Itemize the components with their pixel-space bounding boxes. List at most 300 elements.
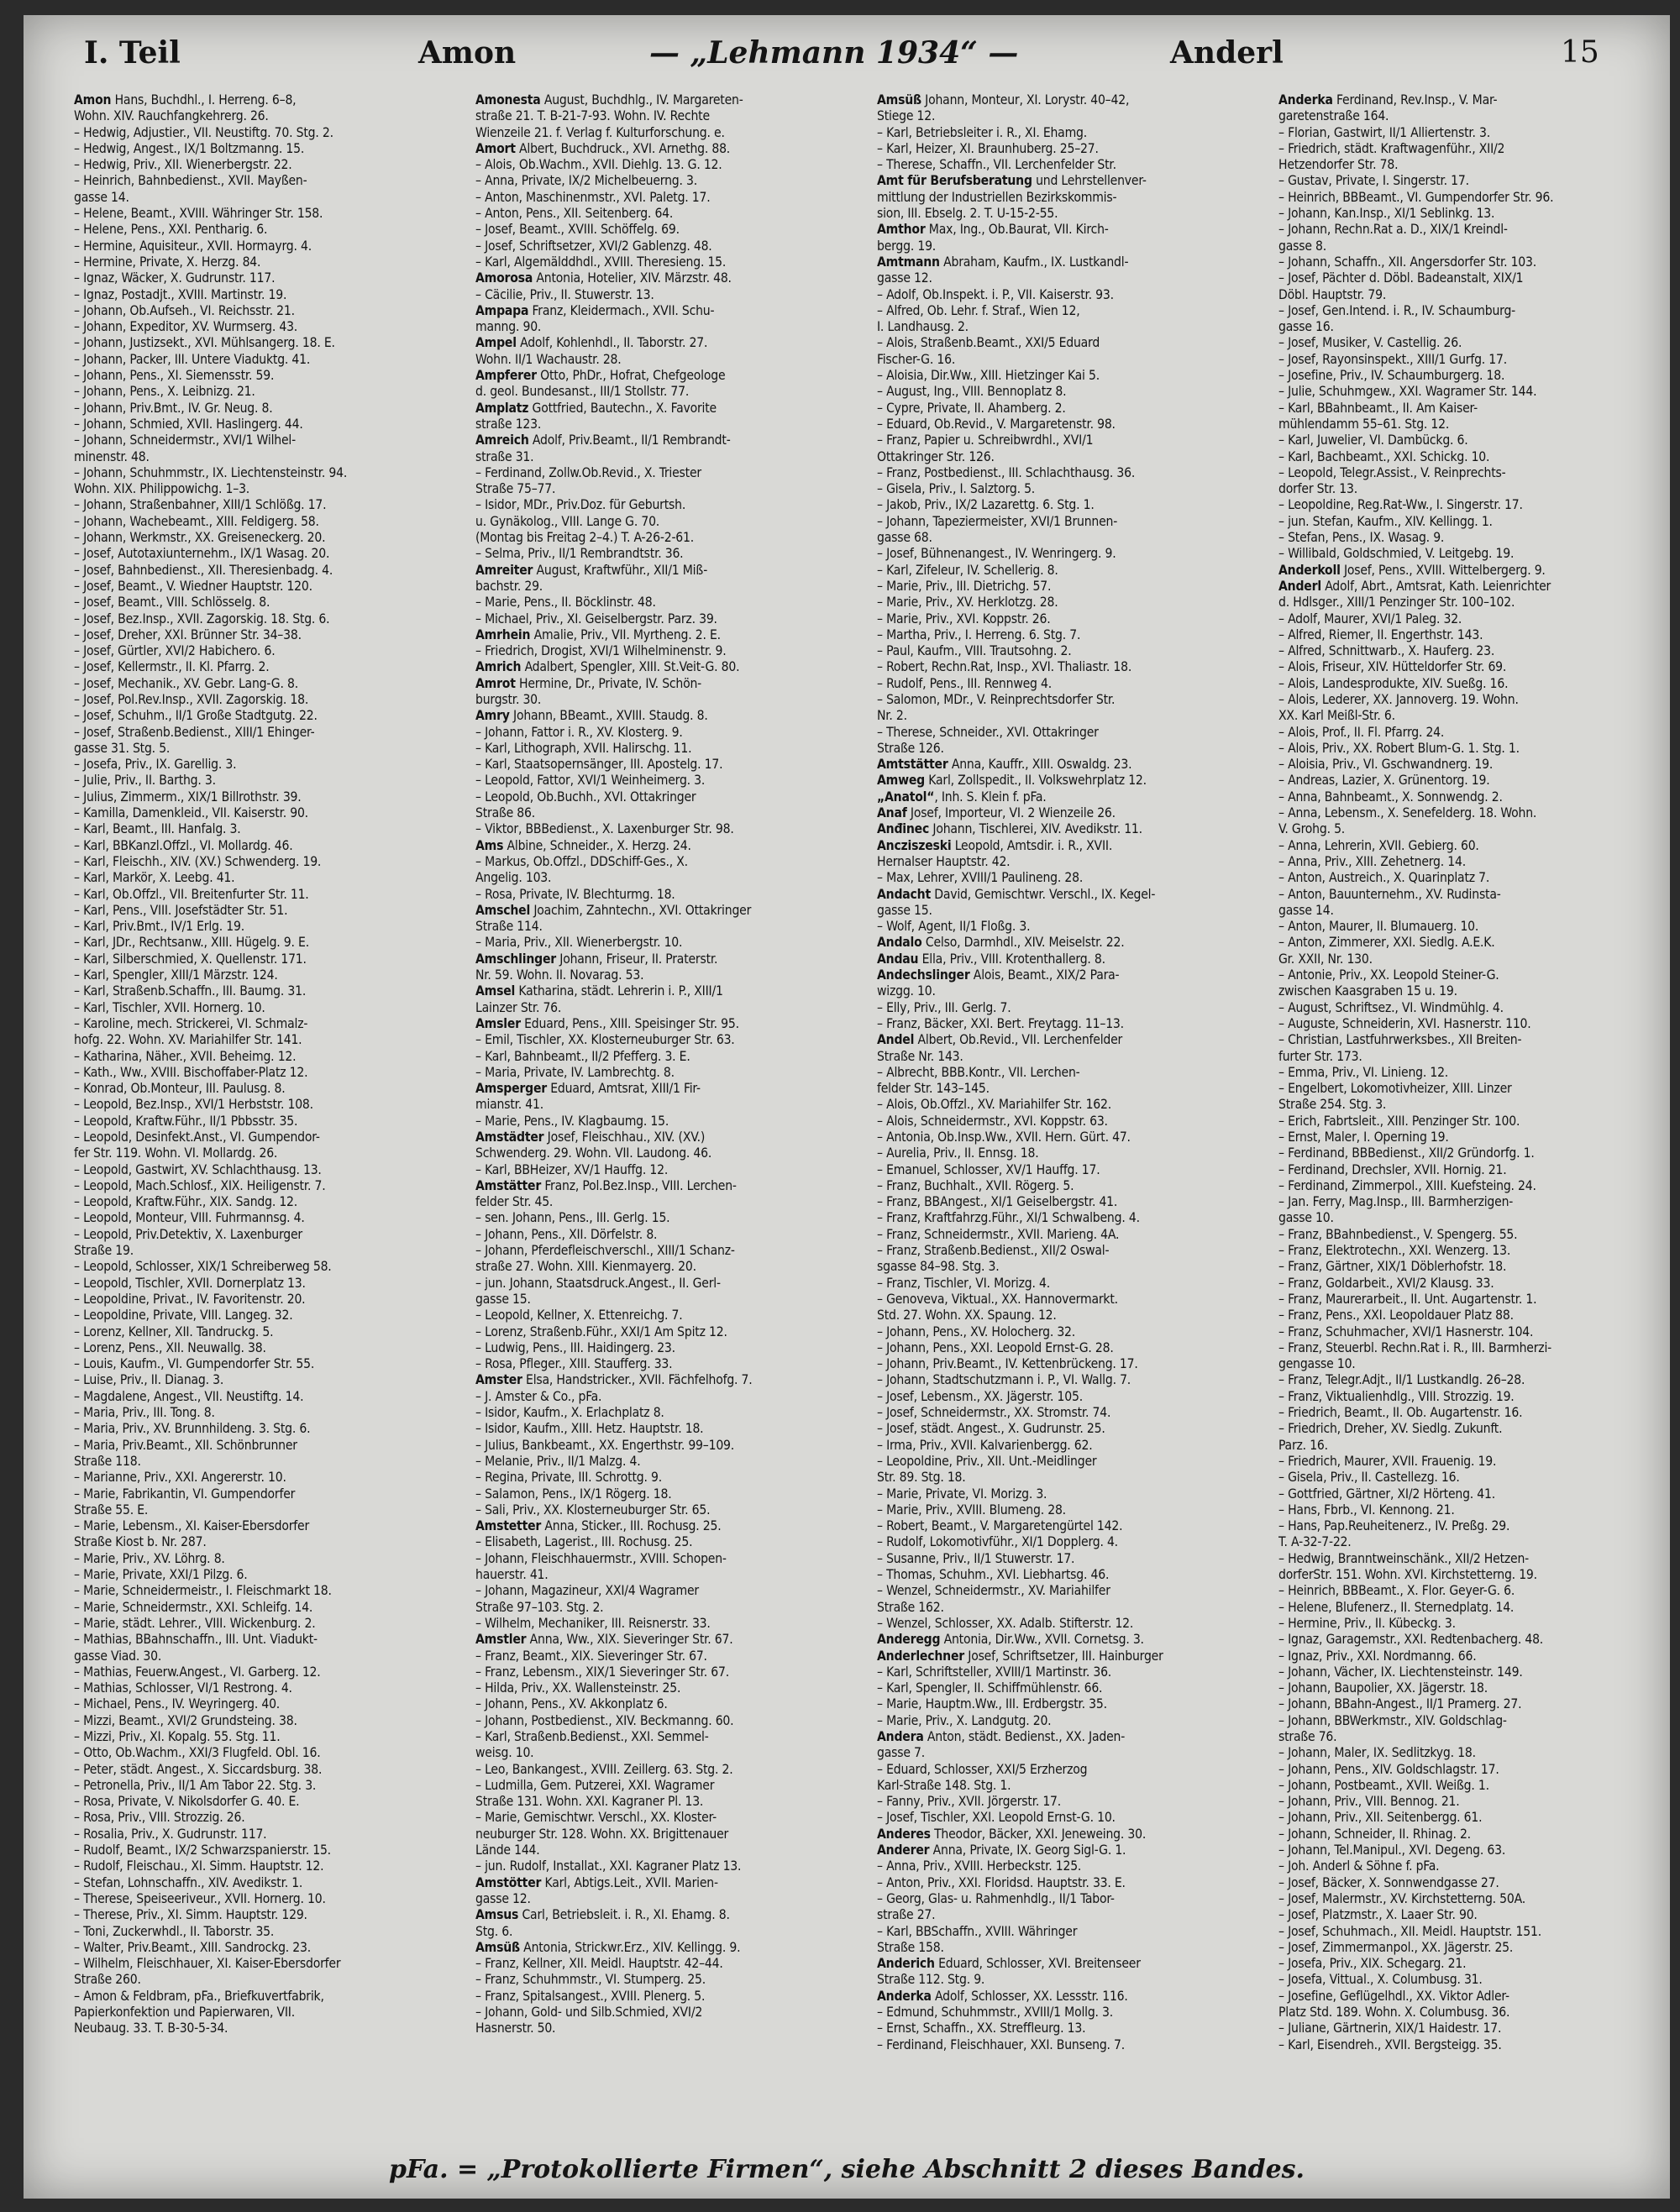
directory-entry — [74, 919, 465, 935]
entry-text: Straße Kiost b. Nr. 287. — [74, 1534, 207, 1550]
directory-entry — [74, 514, 465, 530]
entry-text: – Alois, Prof., II. Fl. Pfarrg. 24. — [1278, 724, 1445, 740]
directory-entry — [877, 1308, 1268, 1324]
directory-entry — [877, 983, 1268, 999]
directory-entry — [877, 1534, 1268, 1550]
directory-entry — [1278, 1178, 1665, 1194]
entry-text: – Josef, Bez.Insp., XVII. Zagorskig. 18. Stg. 6. — [74, 611, 330, 626]
entry-text: mittlung der Industriellen Bezirkskommis- — [877, 189, 1117, 205]
directory-entry — [475, 1858, 866, 1874]
directory-entry — [877, 1583, 1268, 1599]
entry-text: – Alfred, Schnittwarb., X. Hauferg. 23. — [1278, 643, 1495, 659]
directory-entry — [1278, 1696, 1665, 1712]
directory-entry — [1278, 1713, 1665, 1729]
directory-entry — [74, 465, 465, 481]
directory-entry — [1278, 1842, 1665, 1858]
directory-entry — [475, 1696, 866, 1712]
entry-text: Theodor, Bäcker, XXI. Jeneweing. 30. — [930, 1826, 1147, 1842]
directory-entry — [475, 805, 866, 821]
directory-entry — [74, 1891, 465, 1907]
entry-text: Katharina, städt. Lehrerin i. P., XIII/1 — [515, 983, 723, 999]
entry-text: – Josef, Schuhmach., XII. Meidl. Hauptstr. 151. — [1278, 1923, 1541, 1939]
entry-text: – Karl, Priv.Bmt., IV/1 Erlg. 19. — [74, 919, 244, 935]
entry-text: – Karl, Staatsopernsänger, III. Apostelg. 17. — [475, 757, 723, 773]
entry-text: – Leopoldine, Priv., XII. Unt.-Meidlinger — [877, 1453, 1097, 1469]
entry-text: – Leopold, Bez.Insp., XVI/1 Herbststr. 108. — [74, 1097, 313, 1113]
entry-text: dorferStr. 151. Wohn. XVI. Kirchstetterng. 19. — [1278, 1567, 1537, 1583]
directory-entry — [1278, 1276, 1665, 1292]
directory-entry — [877, 141, 1268, 157]
entry-text: – Johann, Schneidermstr., XVI/1 Wilhel- — [74, 432, 296, 448]
entry-text: – Franz, Pens., XXI. Leopoldauer Platz 88. — [1278, 1308, 1514, 1324]
entry-text: – Karl, Spengler, II. Schiffmühlenstr. 66. — [877, 1680, 1103, 1696]
entry-text: – Joh. Anderl & Söhne f. pFa. — [1278, 1858, 1440, 1874]
entry-text: – Anton, Maschinenmstr., XVI. Paletg. 17. — [475, 189, 711, 205]
directory-entry — [1278, 417, 1665, 432]
directory-entry — [1278, 919, 1665, 935]
directory-entry — [1278, 1907, 1665, 1923]
entry-surname: Ampapa — [475, 302, 529, 318]
directory-entry — [74, 1518, 465, 1534]
directory-entry — [74, 1794, 465, 1810]
entry-text: – Marie, Gemischtwr. Verschl., XX. Kloster- — [475, 1810, 717, 1826]
directory-entry — [877, 1210, 1268, 1226]
directory-entry — [877, 1016, 1268, 1032]
directory-entry — [74, 2021, 465, 2036]
entry-text: Straße 162. — [877, 1599, 944, 1615]
directory-entry — [74, 1600, 465, 1616]
directory-entry — [877, 1486, 1268, 1502]
directory-entry — [877, 676, 1268, 692]
entry-text: – Karl, Beamt., III. Hanfalg. 3. — [74, 821, 241, 837]
entry-text: Amalie, Priv., VII. Myrtheng. 2. E. — [530, 626, 721, 642]
entry-text: Josef, Schriftsetzer, III. Hainburger — [964, 1648, 1163, 1664]
entry-text: David, Gemischtwr. Verschl., IX. Kegel- — [930, 886, 1156, 902]
directory-entry — [475, 1518, 866, 1534]
directory-entry — [475, 287, 866, 303]
directory-entry — [475, 1438, 866, 1454]
page-footer-note: pFa. = „Protokollierte Firmen“, siehe Abschnitt 2 dieses Bandes. — [389, 2155, 1305, 2184]
directory-entry — [475, 1600, 866, 1616]
entry-text: – Kath., Ww., XVIII. Bischoffaber-Platz 12. — [74, 1064, 308, 1080]
directory-entry — [877, 449, 1268, 465]
directory-entry — [74, 935, 465, 951]
entry-surname: Amplatz — [475, 400, 529, 416]
directory-entry — [74, 1178, 465, 1194]
entry-text: – Cypre, Private, II. Ahamberg. 2. — [877, 400, 1066, 416]
directory-entry — [475, 1032, 866, 1048]
entry-surname: Amon — [74, 92, 112, 107]
entry-text: – Christian, Lastfuhrwerksbes., XII Breiten- — [1278, 1032, 1522, 1048]
entry-text: – Marie, Pens., IV. Klagbaumg. 15. — [475, 1113, 669, 1129]
directory-entry — [877, 1276, 1268, 1292]
entry-text: – Heinrich, BBBeamt., VI. Gumpendorfer Str. 96. — [1278, 189, 1554, 205]
directory-entry — [877, 1924, 1268, 1940]
page-header — [24, 35, 1670, 86]
directory-entry — [877, 1421, 1268, 1437]
directory-entry — [1278, 481, 1665, 497]
entry-text: – Franz, Viktualienhdlg., VIII. Strozzig. 19. — [1278, 1388, 1515, 1404]
entry-text: – Johann, Packer, III. Untere Viaduktg. 41. — [74, 351, 311, 367]
directory-entry — [877, 270, 1268, 286]
entry-text: – Marie, Hauptm.Ww., III. Erdbergstr. 35. — [877, 1696, 1107, 1712]
entry-text: Wohn. XIV. Rauchfangkehrerg. 26. — [74, 108, 269, 124]
directory-entry — [877, 1567, 1268, 1583]
entry-text: – Johann, Pens., XV. Akkonplatz 6. — [475, 1696, 668, 1712]
directory-entry — [74, 611, 465, 627]
entry-text: V. Grohg. 5. — [1278, 821, 1346, 837]
entry-text: gasse 12. — [877, 270, 932, 286]
entry-text: – Johann, BBahn-Angest., II/1 Pramerg. 27. — [1278, 1696, 1522, 1712]
entry-text: – Ignaz, Postadjt., XVIII. Martinstr. 19. — [74, 286, 287, 302]
directory-entry — [877, 1470, 1268, 1486]
directory-entry — [74, 1097, 465, 1113]
entry-text: Johann, Friseur, II. Praterstr. — [556, 951, 718, 967]
entry-text: straße 21. T. B-21-7-93. Wohn. IV. Rechte — [475, 108, 710, 124]
entry-text: – Mathias, Feuerw.Angest., VI. Garberg. 12. — [74, 1664, 321, 1680]
directory-entry — [877, 1518, 1268, 1534]
directory-entry — [475, 254, 866, 270]
entry-text: – Heinrich, BBBeamt., X. Flor. Geyer-G. 6. — [1278, 1583, 1515, 1599]
directory-entry — [877, 1292, 1268, 1308]
directory-entry — [475, 497, 866, 513]
entry-text: – Gottfried, Gärtner, XI/2 Hörteng. 41. — [1278, 1486, 1495, 1502]
directory-entry — [74, 141, 465, 157]
directory-entry — [74, 497, 465, 513]
entry-text: Str. 89. Stg. 18. — [877, 1470, 966, 1486]
entry-text: Neubaug. 33. T. B-30-5-34. — [74, 2021, 228, 2036]
entry-surname: Amrot — [475, 675, 516, 691]
directory-entry — [877, 1259, 1268, 1275]
directory-entry — [74, 1000, 465, 1016]
directory-entry — [877, 1956, 1268, 1972]
entry-text: – Therese, Schneider., XVI. Ottakringer — [877, 724, 1099, 740]
directory-entry — [1278, 287, 1665, 303]
directory-entry — [74, 1324, 465, 1340]
entry-text: – Johann, Gold- und Silb.Schmied, XVI/2 — [475, 2005, 703, 2021]
directory-entry — [1278, 805, 1665, 821]
entry-text: – Johann, Rechn.Rat a. D., XIX/1 Kreindl- — [1278, 222, 1508, 238]
directory-entry — [1278, 1989, 1665, 2005]
entry-text: – Salomon, MDr., V. Reinprechtsdorfer Str. — [877, 691, 1116, 707]
entry-text: – jun. Stefan, Kaufm., XIV. Kellingg. 1. — [1278, 513, 1493, 529]
entry-surname: Andechslinger — [877, 967, 970, 983]
directory-entry — [1278, 1664, 1665, 1680]
entry-text: – Josef, Pol.Rev.Insp., XVII. Zagorskig. 18. — [74, 691, 309, 707]
directory-entry — [1278, 887, 1665, 903]
entry-text: – Alois, Schneidermstr., XVI. Koppstr. 63. — [877, 1113, 1108, 1129]
entry-text: – Leopold, Kraftw.Führ., XIX. Sandg. 12. — [74, 1194, 298, 1210]
entry-text: – Walter, Priv.Beamt., XIII. Sandrockg. 23. — [74, 1939, 312, 1955]
entry-text: wizgg. 10. — [877, 983, 936, 999]
directory-entry — [74, 1438, 465, 1454]
entry-text: – Isidor, MDr., Priv.Doz. für Geburtsh. — [475, 497, 686, 513]
entry-text: – Martha, Priv., I. Herreng. 6. Stg. 7. — [877, 626, 1081, 642]
directory-entry — [74, 125, 465, 141]
entry-text: – Anna, Lehrerin, XVII. Gebierg. 60. — [1278, 837, 1479, 853]
entry-text: – Wenzel, Schlosser, XX. Adalb. Stifterstr. 12. — [877, 1615, 1134, 1631]
entry-text: – Josef, Platzmstr., X. Laaer Str. 90. — [1278, 1907, 1478, 1923]
directory-entry — [475, 611, 866, 627]
entry-text: – Johann, Priv.Bmt., IV. Gr. Neug. 8. — [74, 400, 273, 416]
entry-text: bachstr. 29. — [475, 578, 543, 594]
entry-text: – Salamon, Pens., IX/1 Rögerg. 18. — [475, 1486, 672, 1502]
entry-text: – Wilhelm, Mechaniker, III. Reisnerstr. 33. — [475, 1615, 711, 1631]
directory-entry — [1278, 1875, 1665, 1891]
entry-text: – Jan. Ferry, Mag.Insp., III. Barmherzigen- — [1278, 1194, 1514, 1210]
entry-text: – Johann, Maler, IX. Sedlitzkyg. 18. — [1278, 1745, 1476, 1761]
entry-text: – Johann, Priv.Beamt., IV. Kettenbrückeng. 17. — [877, 1356, 1138, 1372]
directory-entry — [475, 1534, 866, 1550]
directory-entry — [1278, 1551, 1665, 1567]
entry-surname: Amschel — [475, 902, 531, 918]
directory-entry — [1278, 967, 1665, 983]
directory-entry — [475, 1989, 866, 2005]
entry-text: – Johann, Straßenbahner, XIII/1 Schlößg. 17. — [74, 497, 327, 513]
entry-text: – Johann, Pferdefleischverschl., XIII/1 Schanz- — [475, 1243, 735, 1259]
entry-text: – Ferdinand, Fleischhauer, XXI. Bunseng. 7. — [877, 2036, 1126, 2052]
entry-text: – Josef, Autotaxiunternehm., IX/1 Wasag. 20. — [74, 546, 330, 562]
entry-text: – Josef, Kellermstr., II. Kl. Pfarrg. 2. — [74, 659, 270, 675]
entry-text: Straße 114. — [475, 919, 543, 935]
directory-entry — [475, 903, 866, 919]
entry-text: – Viktor, BBBedienst., X. Laxenburger Str. 98. — [475, 821, 734, 837]
entry-text: – Maria, Priv., III. Tong. 8. — [74, 1405, 215, 1421]
directory-entry — [475, 627, 866, 643]
entry-text: – Gustav, Private, I. Singerstr. 17. — [1278, 173, 1469, 189]
directory-entry — [475, 1114, 866, 1130]
directory-entry — [74, 1713, 465, 1729]
entry-text: – Peter, städt. Angest., X. Siccardsburg. 38. — [74, 1761, 323, 1777]
directory-entry — [877, 319, 1268, 335]
entry-text: – Franz, Kellner, XII. Meidl. Hauptstr. 42–44. — [475, 1956, 723, 1972]
directory-entry — [475, 1583, 866, 1599]
directory-entry — [74, 1680, 465, 1696]
entry-text: – Leopold, Kellner, X. Ettenreichg. 7. — [475, 1308, 683, 1324]
directory-entry — [475, 643, 866, 659]
entry-text: – Julie, Schuhmgew., XXI. Wagramer Str. 144. — [1278, 384, 1537, 400]
directory-entry — [877, 708, 1268, 724]
directory-entry — [1278, 1016, 1665, 1032]
entry-text: Karl-Straße 148. Stg. 1. — [877, 1777, 1011, 1793]
directory-entry — [475, 1227, 866, 1243]
entry-text: – Florian, Gastwirt, II/1 Alliertenstr. 3. — [1278, 124, 1491, 140]
entry-text: – Robert, Rechn.Rat, Insp., XVI. Thaliastr. 18. — [877, 659, 1132, 675]
entry-text: – Karl, Spengler, XIII/1 Märzstr. 124. — [74, 967, 278, 983]
entry-text: – Franz, Elektrotechn., XXI. Wenzerg. 13. — [1278, 1243, 1511, 1259]
entry-text: – Franz, Postbedienst., III. Schlachthausg. 36. — [877, 464, 1136, 480]
entry-text: – Johann, Expeditor, XV. Wurmserg. 43. — [74, 319, 298, 335]
entry-text: – Karl, Zifeleur, IV. Schellerig. 8. — [877, 562, 1058, 578]
directory-entry — [74, 1762, 465, 1778]
entry-text: – Leopold, Desinfekt.Anst., VI. Gumpendor- — [74, 1130, 320, 1145]
directory-entry — [1278, 951, 1665, 967]
entry-text: – Gisela, Priv., I. Salztorg. 5. — [877, 481, 1036, 497]
directory-entry — [74, 643, 465, 659]
directory-entry — [74, 1729, 465, 1745]
directory-entry — [74, 1259, 465, 1275]
entry-text: gasse 14. — [1278, 902, 1334, 918]
entry-text: – Karl, Algemälddhdl., XVIII. Theresieng. 15. — [475, 254, 727, 270]
directory-entry — [475, 1745, 866, 1761]
entry-text: – Karl, Markör, X. Leebg. 41. — [74, 870, 235, 886]
entry-text: – Johann, Priv., XII. Seitenbergg. 61. — [1278, 1810, 1483, 1826]
directory-entry — [74, 1162, 465, 1178]
directory-entry — [1278, 643, 1665, 659]
entry-text: – Hans, Fbrb., VI. Kennong. 21. — [1278, 1502, 1455, 1517]
entry-text: – Rosa, Private, IV. Blechturmg. 18. — [475, 886, 675, 902]
directory-entry — [877, 1081, 1268, 1097]
entry-text: – Mizzi, Priv., XI. Kopalg. 55. Stg. 11. — [74, 1728, 281, 1744]
directory-entry — [74, 432, 465, 448]
directory-entry — [1278, 108, 1665, 124]
directory-entry — [1278, 352, 1665, 368]
directory-entry — [475, 530, 866, 546]
directory-entry — [1278, 773, 1665, 789]
directory-entry — [74, 1940, 465, 1956]
entry-text: – Thomas, Schuhm., XVI. Liebhartsg. 46. — [877, 1567, 1110, 1583]
entry-text: Karl, Zollspedit., II. Volkswehrplatz 12. — [925, 773, 1147, 789]
entry-text: Otto, PhDr., Hofrat, Chefgeologe — [536, 368, 726, 384]
entry-text: – Therese, Speiseeriveur., XVII. Hornerg. 10. — [74, 1890, 326, 1906]
entry-text: hofg. 22. Wohn. XV. Mariahilfer Str. 141. — [74, 1032, 302, 1048]
entry-text: – Helene, Blufenerz., II. Sternedplatg. 14. — [1278, 1599, 1515, 1615]
entry-text: , Inh. S. Klein f. pFa. — [934, 789, 1047, 805]
directory-entry — [74, 1356, 465, 1372]
directory-entry — [475, 238, 866, 254]
entry-text: Parz. 16. — [1278, 1437, 1328, 1453]
directory-entry — [877, 1340, 1268, 1356]
entry-text: – Rosalia, Priv., X. Gudrunstr. 117. — [74, 1826, 267, 1842]
entry-text: – Ferdinand, Zimmerpol., XIII. Kuefsteing. 24. — [1278, 1177, 1536, 1193]
entry-text: Anna, Private, IX. Georg Sigl-G. 1. — [929, 1842, 1126, 1858]
entry-text: – Emil, Tischler, XX. Klosterneuburger Str. 63. — [475, 1032, 735, 1048]
entry-text: straße 27. — [877, 1907, 936, 1923]
entry-text: Carl, Betriebsleit. i. R., XI. Ehamg. 8. — [518, 1907, 730, 1923]
directory-entry — [74, 417, 465, 432]
entry-text: – Ignaz, Priv., XXI. Nordmanng. 66. — [1278, 1648, 1477, 1664]
entry-text: – Ernst, Schaffn., XX. Streffleurg. 13. — [877, 2021, 1086, 2036]
directory-entry — [1278, 1502, 1665, 1518]
directory-entry — [877, 1907, 1268, 1923]
directory-entry — [475, 1340, 866, 1356]
directory-entry — [1278, 384, 1665, 400]
directory-entry — [74, 627, 465, 643]
directory-entry — [1278, 190, 1665, 206]
entry-text: – Ludmilla, Gem. Putzerei, XXI. Wagramer — [475, 1777, 715, 1793]
entry-text: – Engelbert, Lokomotivheizer, XIII. Linzer — [1278, 1081, 1512, 1097]
entry-text: Adolf, Kohlenhdl., II. Taborstr. 27. — [516, 335, 708, 351]
entry-text: – Josefa, Priv., IX. Garellig. 3. — [74, 757, 237, 773]
entry-text: – Helene, Beamt., XVIII. Währinger Str. 158. — [74, 206, 323, 222]
directory-entry — [74, 1989, 465, 2005]
entry-text: – Marie, Priv., XV. Herklotzg. 28. — [877, 595, 1058, 611]
entry-text: – Johann, Tapeziermeister, XVI/1 Brunnen- — [877, 513, 1118, 529]
entry-text: – Otto, Ob.Wachm., XXI/3 Flugfeld. Obl. 16. — [74, 1745, 321, 1761]
entry-text: – Georg, Glas- u. Rahmenhdlg., II/1 Tabor- — [877, 1890, 1115, 1906]
directory-entry — [1278, 1972, 1665, 1988]
entry-text: – Friedrich, städt. Kraftwagenführ., XII/2 — [1278, 140, 1505, 156]
directory-entry — [877, 352, 1268, 368]
entry-text: – Franz, Schuhmmstr., VI. Stumperg. 25. — [475, 1972, 706, 1988]
entry-text: – Franz, Maurerarbeit., II. Unt. Augartenstr. 1. — [1278, 1291, 1537, 1307]
directory-entry — [74, 854, 465, 870]
entry-text: Gr. XXII, Nr. 130. — [1278, 951, 1373, 967]
entry-text: – Leopold, Telegr.Assist., V. Reinprechts- — [1278, 464, 1506, 480]
directory-entry — [74, 1632, 465, 1648]
directory-entry — [475, 951, 866, 967]
entry-text: – Josef, Lebensm., XX. Jägerstr. 105. — [877, 1388, 1083, 1404]
entry-text: – Leopold, Schlosser, XIX/1 Schreiberweg 58. — [74, 1259, 332, 1275]
entry-text: – Marie, Lebensm., XI. Kaiser-Ebersdorfer — [74, 1518, 310, 1534]
entry-text: – Franz, Buchhalt., XVII. Rögerg. 5. — [877, 1177, 1074, 1193]
directory-entry — [74, 1745, 465, 1761]
entry-surname: Amstädter — [475, 1130, 544, 1145]
directory-entry — [475, 1421, 866, 1437]
entry-text: sion, III. Ebselg. 2. T. U-15-2-55. — [877, 206, 1058, 222]
directory-entry — [877, 1065, 1268, 1081]
directory-entry — [475, 384, 866, 400]
directory-entry — [74, 335, 465, 351]
entry-text: – Karl, Pens., VIII. Josefstädter Str. 51. — [74, 902, 288, 918]
entry-text: – Susanne, Priv., II/1 Stuwerstr. 17. — [877, 1550, 1075, 1566]
directory-entry — [475, 1940, 866, 1956]
directory-entry — [877, 1745, 1268, 1761]
entry-surname: Amreich — [475, 432, 529, 448]
directory-entry — [1278, 659, 1665, 675]
directory-entry — [475, 1649, 866, 1664]
entry-text: – Franz, BBAngest., XI/1 Geiselbergstr. 41. — [877, 1194, 1118, 1210]
entry-surname: Anderka — [1278, 92, 1333, 107]
entry-text: Lainzer Str. 76. — [475, 999, 562, 1015]
entry-text: – Petronella, Priv., II/1 Am Tabor 22. Stg. 3. — [74, 1777, 317, 1793]
entry-surname: Amschlinger — [475, 951, 557, 967]
directory-entry — [475, 935, 866, 951]
entry-text: zwischen Kaasgraben 15 u. 19. — [1278, 983, 1457, 999]
entry-text: – Leopold, Mach.Schlosf., XIX. Heiligenstr. 7. — [74, 1177, 326, 1193]
directory-entry — [1278, 838, 1665, 854]
entry-text: – Leopoldine, Privat., IV. Favoritenstr. 20. — [74, 1291, 306, 1307]
directory-entry — [877, 1649, 1268, 1664]
directory-entry — [877, 465, 1268, 481]
entry-text: Hasnerstr. 50. — [475, 2021, 556, 2036]
entry-text: – Karl, Ob.Offzl., VII. Breitenfurter Str. 11. — [74, 886, 309, 902]
entry-surname: Amsüß — [475, 1939, 520, 1955]
entry-text: – Antonie, Priv., XX. Leopold Steiner-G. — [1278, 967, 1499, 983]
directory-entry — [475, 141, 866, 157]
directory-entry — [877, 870, 1268, 886]
entry-text: – Friedrich, Maurer, XVII. Frauenig. 19. — [1278, 1453, 1497, 1469]
directory-entry — [877, 595, 1268, 611]
entry-text: – Ludwig, Pens., III. Haidingerg. 23. — [475, 1339, 675, 1355]
entry-text: – Alois, Landesprodukte, XIV. Sueßg. 16. — [1278, 675, 1509, 691]
entry-text: – Johann, Schmied, XVII. Haslingerg. 44. — [74, 416, 303, 432]
entry-surname: Anđinec — [877, 821, 930, 837]
directory-entry — [475, 1794, 866, 1810]
entry-text: felder Str. 143–145. — [877, 1081, 990, 1097]
entry-text: – August, Schriftsez., VI. Windmühlg. 4. — [1278, 999, 1504, 1015]
entry-text: – Franz, Gärtner, XIX/1 Döblerhofstr. 18. — [1278, 1259, 1507, 1275]
directory-entry — [1278, 1858, 1665, 1874]
entry-text: straße 31. — [475, 448, 534, 464]
entry-columns — [74, 92, 1662, 2133]
entry-text: – Elisabeth, Lagerist., III. Rochusg. 25. — [475, 1534, 693, 1550]
entry-text: – Karl, BBHeizer, XV/1 Hauffg. 12. — [475, 1161, 669, 1177]
directory-entry — [1278, 595, 1665, 611]
directory-entry — [475, 368, 866, 384]
entry-text: – Karl, Eisendreh., XVII. Bergsteigg. 35. — [1278, 2036, 1502, 2052]
entry-text: Antonia, Dir.Ww., XVII. Cornetsg. 3. — [940, 1632, 1144, 1648]
